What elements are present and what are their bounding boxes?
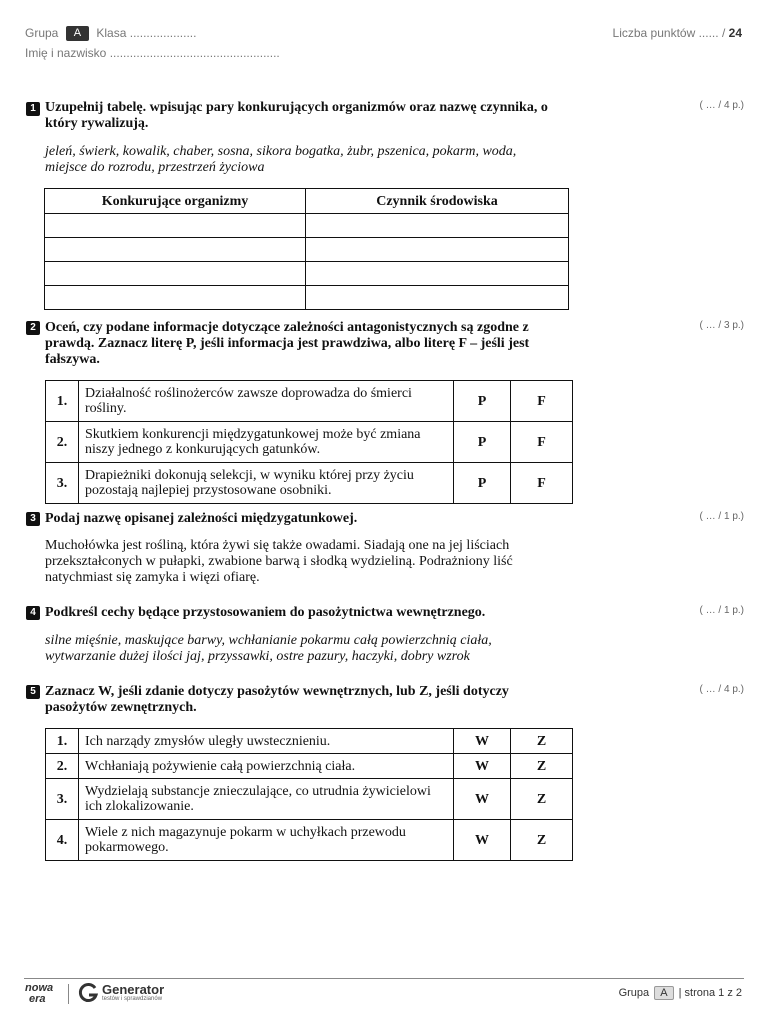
q5-option-w[interactable]: W [454,729,511,754]
q4-words[interactable]: silne mięśnie, maskujące barwy, wchłanianie pokarmu całą powierzchnią ciała, wytwarzanie dużej ilości jaj, przyssawki, ostre pazury, haczyki, dobry wzrok [45,633,492,664]
q2-row-num: 2. [46,422,79,463]
q4-points: ( … / 1 p.) [699,605,744,616]
q1-table [44,188,569,310]
q2-option-f[interactable]: F [511,463,573,504]
q2-row-num: 3. [46,463,79,504]
q5-title: Zaznacz W, jeśli zdanie dotyczy pasożytów wewnętrznych, lub Z, jeśli dotyczy pasożytów zewnętrznych. [45,684,509,715]
table-row [46,820,573,861]
q5-row-text: Ich narządy zmysłów uległy uwstecznieniu. [79,729,454,754]
q3-title: Podaj nazwę opisanej zależności międzygatunkowej. [45,511,358,526]
table-row [46,422,573,463]
q2-points: ( … / 3 p.) [699,320,744,331]
generator-subtitle: testów i sprawdzianów [102,996,163,1002]
q5-row-num: 1. [46,729,79,754]
points-dots: ...... [698,26,719,40]
name-label: Imię i nazwisko [25,46,107,60]
logo-separator [68,984,69,1004]
footer-page-text: | strona 1 z 2 [678,987,742,999]
footer-group-badge: A [654,986,673,1000]
q1-col-factor: Czynnik środowiska [306,189,569,214]
q5-number: 5 [26,685,40,699]
q1-title: Uzupełnij tabelę. wpisując pary konkurujących organizmów oraz nazwę czynnika, o który rywalizują. [45,100,548,131]
q1-col-organisms: Konkurujące organizmy [45,189,306,214]
q1-cell[interactable] [306,262,569,286]
q1-cell[interactable] [45,214,306,238]
logo-era: era [29,993,46,1005]
q2-option-p[interactable]: P [454,463,511,504]
generator-title: Generator [102,982,165,997]
q1-cell[interactable] [306,214,569,238]
q5-row-text: Wiele z nich magazynuje pokarm w uchyłkach przewodu pokarmowego. [79,820,454,861]
table-row [46,779,573,820]
q5-option-z[interactable]: Z [511,779,573,820]
q5-table [45,728,573,861]
table-row [46,729,573,754]
q1-cell[interactable] [306,286,569,310]
q1-points: ( … / 4 p.) [699,100,744,111]
q5-row-num: 4. [46,820,79,861]
q3-number: 3 [26,512,40,526]
points-sep: / [721,26,726,40]
q2-row-text: Działalność roślinożerców zawsze doprowadza do śmierci rośliny. [79,381,454,422]
q2-row-num: 1. [46,381,79,422]
q5-row-num: 2. [46,754,79,779]
q5-option-z[interactable]: Z [511,754,573,779]
table-row [46,463,573,504]
points-total: 24 [728,26,742,40]
q3-points: ( … / 1 p.) [699,511,744,522]
header-group-row [25,26,196,41]
table-row [46,381,573,422]
points-label: Liczba punktów [612,26,696,40]
q1-cell[interactable] [45,286,306,310]
q2-option-p[interactable]: P [454,422,511,463]
q2-option-p[interactable]: P [454,381,511,422]
footer-page-info [619,986,742,1000]
q5-option-w[interactable]: W [454,820,511,861]
header-points [613,26,742,40]
q2-option-f[interactable]: F [511,422,573,463]
nowa-era-logo [25,983,61,1005]
header-name-row [25,46,280,60]
q2-table [45,380,573,504]
q5-row-text: Wydzielają substancje znieczulające, co utrudnia żywicielowi ich zlokalizowanie. [79,779,454,820]
q4-title: Podkreśl cechy będące przystosowaniem do pasożytnictwa wewnętrznego. [45,605,486,620]
q2-number: 2 [26,321,40,335]
q1-cell[interactable] [306,238,569,262]
q2-option-f[interactable]: F [511,381,573,422]
table-row [46,754,573,779]
q5-points: ( … / 4 p.) [699,684,744,695]
q4-number: 4 [26,606,40,620]
q1-cell[interactable] [45,262,306,286]
q5-row-text: Wchłaniają pożywienie całą powierzchnią ciała. [79,754,454,779]
q3-text: Muchołówka jest rośliną, która żywi się także owadami. Siadają one na jej liściach przekształconych w pułapki, zwabione barwą i słodką wydzieliną. Podrażniony liść natychmiast się zamyka i więzi ofiarę. [45,538,513,585]
q2-row-text: Skutkiem konkurencji międzygatunkowej może być zmiana niszy jednego z konkurujących gatunków. [79,422,454,463]
generator-g-icon [77,982,99,1004]
q1-cell[interactable] [45,238,306,262]
class-label: Klasa [96,26,127,40]
footer-divider [24,978,744,979]
q1-number: 1 [26,102,40,116]
q5-option-w[interactable]: W [454,779,511,820]
q5-option-z[interactable]: Z [511,729,573,754]
q5-option-z[interactable]: Z [511,820,573,861]
group-label: Grupa [25,26,59,40]
footer-group-label: Grupa [618,987,650,999]
class-dots: .................... [129,26,197,40]
logo-nowa: nowa [25,982,54,994]
q5-option-w[interactable]: W [454,754,511,779]
name-dots: ................................................... [109,46,280,60]
q1-words: jeleń, świerk, kowalik, chaber, sosna, sikora bogatka, żubr, pszenica, pokarm, woda, miejsce do rozrodu, przestrzeń życiowa [45,144,517,175]
q5-row-num: 3. [46,779,79,820]
q2-title: Oceń, czy podane informacje dotyczące zależności antagonistycznych są zgodne z prawdą. Zaznacz literę P, jeśli informacja jest prawdziwa, albo literę F – jeśli jest fałszywa. [45,320,530,367]
group-badge: A [66,26,89,41]
q2-row-text: Drapieżniki dokonują selekcji, w wyniku której przy życiu pozostają najlepiej przystosowane osobniki. [79,463,454,504]
